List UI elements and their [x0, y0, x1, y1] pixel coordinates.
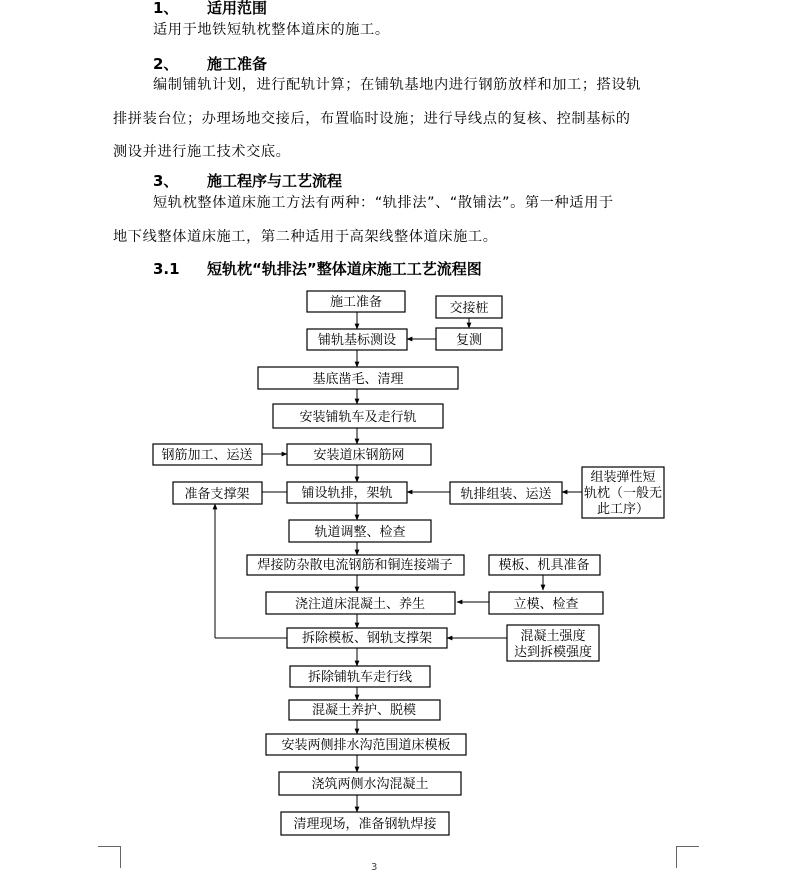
section-title: 施工准备 — [207, 55, 268, 73]
step-label: 安装两侧排水沟范围道床模板 — [281, 738, 451, 753]
side-label: 达到拆模强度 — [513, 645, 593, 660]
paragraph-line: 适用于地铁短轨枕整体道床的施工。 — [153, 22, 390, 38]
step-label: 拆除铺轨车走行线 — [307, 670, 413, 685]
page-number: 3 — [371, 862, 378, 873]
step-label: 基底凿毛、清理 — [312, 372, 404, 387]
step-label: 铺轨基标测设 — [317, 333, 397, 348]
side-label: 立模、检查 — [513, 597, 579, 612]
side-label: 模板、机具准备 — [498, 558, 590, 573]
paragraph-line: 地下线整体道床施工，第二种适用于高架线整体道床施工。 — [113, 228, 498, 245]
page-corner-mark-left-h — [98, 846, 121, 847]
section-title: 施工程序与工艺流程 — [207, 172, 343, 190]
side-label: 准备支撑架 — [184, 487, 250, 502]
page-corner-mark-right — [676, 846, 699, 868]
step-label: 拆除模板、钢轨支撑架 — [301, 631, 433, 646]
side-label: 组装弹性短 — [590, 470, 656, 485]
side-label: 交接桩 — [449, 301, 489, 316]
section-number: 3.1 — [153, 260, 180, 278]
section-title: 短轨枕“轨排法”整体道床施工工艺流程图 — [207, 260, 482, 278]
section-number: 3、 — [153, 172, 179, 190]
step-label: 轨道调整、检查 — [314, 525, 406, 540]
step-label: 施工准备 — [329, 295, 383, 310]
section-title: 适用范围 — [207, 0, 268, 17]
side-label: 混凝土强度 — [520, 629, 586, 644]
side-label: 钢筋加工、运送 — [161, 448, 253, 463]
step-label: 混凝土养护、脱模 — [311, 703, 417, 718]
step-label: 铺设轨排，架轨 — [301, 486, 393, 501]
step-label: 安装铺轨车及走行轨 — [299, 410, 417, 425]
side-label: 此工序） — [596, 502, 650, 517]
page-corner-mark-right-h — [676, 846, 699, 847]
step-label: 浇筑两侧水沟混凝土 — [311, 777, 429, 792]
page-corner-mark-left — [98, 846, 121, 868]
section-number: 2、 — [153, 55, 179, 73]
section-number: 1、 — [153, 0, 179, 17]
paragraph-line: 排拼装台位；办理场地交接后，布置临时设施；进行导线点的复核、控制基标的 — [113, 110, 631, 127]
step-label: 焊接防杂散电流钢筋和铜连接端子 — [257, 558, 453, 573]
side-label: 轨枕（一般无 — [583, 486, 663, 501]
paragraph-line: 测设并进行施工技术交底。 — [113, 144, 291, 160]
main-process-steps — [247, 291, 466, 835]
side-label: 轨排组装、运送 — [460, 487, 552, 502]
paragraph-line: 短轨枕整体道床施工方法有两种：“轨排法”、“散铺法”。第一种适用于 — [153, 195, 614, 211]
paragraph-line: 编制铺轨计划，进行配轨计算；在铺轨基地内进行钢筋放样和加工；搭设轨 — [153, 77, 641, 93]
step-label: 清理现场，准备钢轨焊接 — [293, 817, 437, 832]
step-label: 浇注道床混凝土、养生 — [294, 597, 426, 612]
step-label: 安装道床钢筋网 — [313, 448, 405, 463]
side-label: 复测 — [455, 333, 483, 348]
